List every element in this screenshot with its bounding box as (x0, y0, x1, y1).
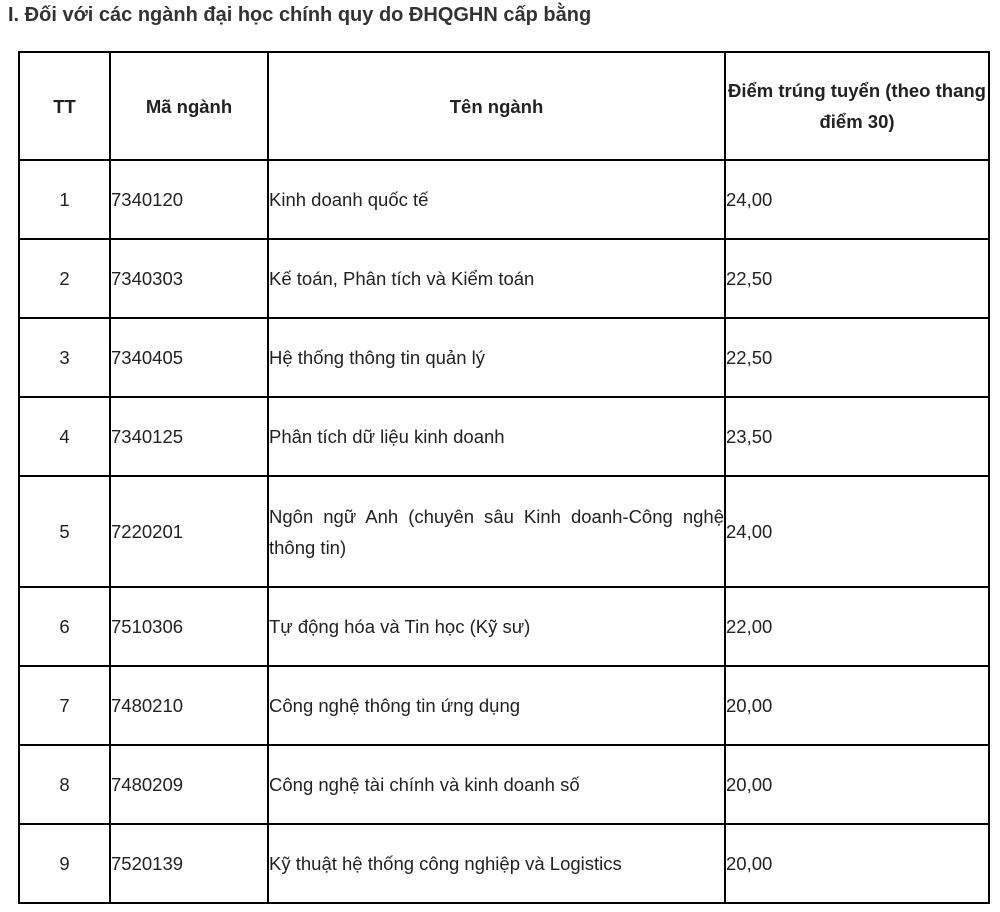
cell-score: 24,00 (725, 476, 989, 587)
cell-name: Công nghệ tài chính và kinh doanh số (268, 745, 725, 824)
cell-score: 20,00 (725, 666, 989, 745)
cell-score: 22,50 (725, 318, 989, 397)
section-title: I. Đối với các ngành đại học chính quy do ĐHQGHN cấp bằng (8, 4, 592, 26)
cell-code: 7340125 (110, 397, 268, 476)
cell-name: Kỹ thuật hệ thống công nghiệp và Logistics (268, 824, 725, 903)
cell-code: 7480209 (110, 745, 268, 824)
cell-tt: 2 (19, 239, 110, 318)
header-code: Mã ngành (110, 52, 268, 160)
cell-code: 7510306 (110, 587, 268, 666)
table-header-row (19, 52, 989, 160)
cell-tt: 9 (19, 824, 110, 903)
cell-name: Kế toán, Phân tích và Kiểm toán (268, 239, 725, 318)
cell-code: 7340405 (110, 318, 268, 397)
cell-name: Phân tích dữ liệu kinh doanh (268, 397, 725, 476)
header-score: Điểm trúng tuyển (theo thang điểm 30) (725, 52, 989, 160)
admission-scores-table (18, 51, 990, 904)
cell-tt: 3 (19, 318, 110, 397)
cell-name: Kinh doanh quốc tế (268, 160, 725, 239)
cell-tt: 7 (19, 666, 110, 745)
cell-code: 7220201 (110, 476, 268, 587)
table-row (19, 318, 989, 397)
cell-name: Ngôn ngữ Anh (chuyên sâu Kinh doanh-Công nghệ thông tin) (268, 476, 725, 587)
cell-tt: 5 (19, 476, 110, 587)
cell-score: 23,50 (725, 397, 989, 476)
cell-code: 7520139 (110, 824, 268, 903)
cell-code: 7480210 (110, 666, 268, 745)
cell-tt: 4 (19, 397, 110, 476)
cell-name: Tự động hóa và Tin học (Kỹ sư) (268, 587, 725, 666)
table-row (19, 587, 989, 666)
header-tt: TT (19, 52, 110, 160)
cell-code: 7340303 (110, 239, 268, 318)
cell-tt: 6 (19, 587, 110, 666)
table-row (19, 476, 989, 587)
cell-name: Công nghệ thông tin ứng dụng (268, 666, 725, 745)
header-name: Tên ngành (268, 52, 725, 160)
table-row (19, 824, 989, 903)
cell-tt: 1 (19, 160, 110, 239)
cell-score: 24,00 (725, 160, 989, 239)
table-row (19, 745, 989, 824)
cell-score: 22,00 (725, 587, 989, 666)
table-row (19, 160, 989, 239)
cell-tt: 8 (19, 745, 110, 824)
table-row (19, 397, 989, 476)
cell-name: Hệ thống thông tin quản lý (268, 318, 725, 397)
cell-code: 7340120 (110, 160, 268, 239)
cell-score: 20,00 (725, 745, 989, 824)
table-row (19, 239, 989, 318)
cell-score: 20,00 (725, 824, 989, 903)
table-row (19, 666, 989, 745)
cell-score: 22,50 (725, 239, 989, 318)
